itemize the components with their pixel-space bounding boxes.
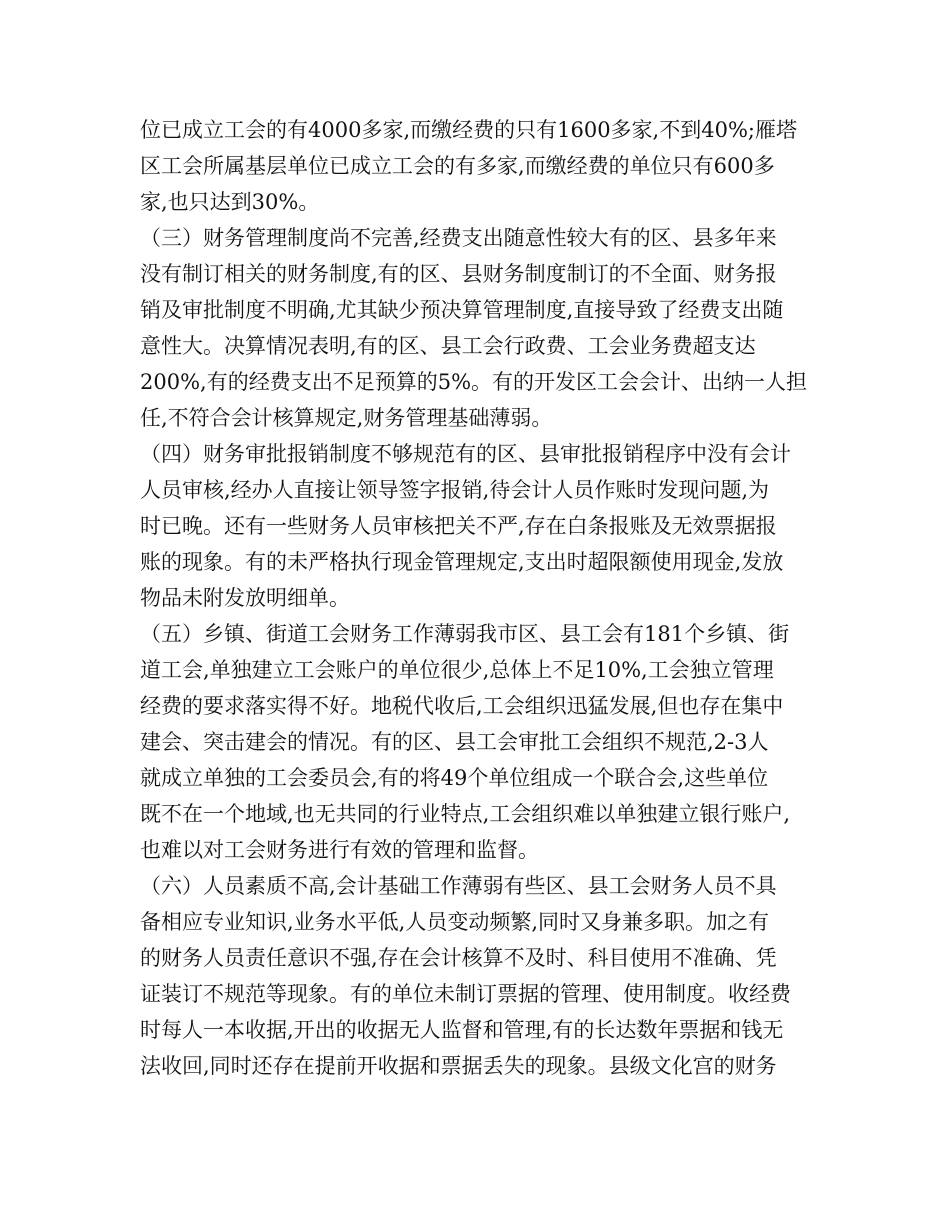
text-line: 道工会,单独建立工会账户的单位很少,总体上不足10%,工会独立管理: [140, 658, 774, 682]
text-line: 也难以对工会财务进行有效的管理和监督。: [140, 838, 539, 862]
text-line: 就成立单独的工会委员会,有的将49个单位组成一个联合会,这些单位: [140, 766, 769, 790]
text-line: 物品未附发放明细单。: [140, 586, 350, 610]
text-line: 位已成立工会的有4000多家,而缴经费的只有1600多家,不到40%;雁塔: [140, 118, 797, 142]
text-line: 证装订不规范等现象。有的单位未制订票据的管理、使用制度。收经费: [140, 982, 791, 1006]
text-line: 任,不符合会计核算规定,财务管理基础薄弱。: [140, 406, 553, 430]
text-line: 的财务人员责任意识不强,存在会计核算不及时、科目使用不准确、凭: [140, 946, 777, 970]
text-line: （三）财务管理制度尚不完善,经费支出随意性较大有的区、县多年来: [140, 226, 777, 250]
text-line: 法收回,同时还存在提前开收据和票据丢失的现象。县级文化宫的财务: [140, 1054, 777, 1078]
text-line: （六）人员素质不高,会计基础工作薄弱有些区、县工会财务人员不具: [140, 874, 777, 898]
text-line: 意性大。决算情况表明,有的区、县工会行政费、工会业务费超支达: [140, 334, 756, 358]
text-line: 既不在一个地域,也无共同的行业特点,工会组织难以单独建立银行账户,: [140, 802, 791, 826]
text-line: 备相应专业知识,业务水平低,人员变动频繁,同时又身兼多职。加之有: [140, 910, 770, 934]
text-line: 没有制订相关的财务制度,有的区、县财务制度制订的不全面、财务报: [140, 262, 777, 286]
text-line: 200%,有的经费支出不足预算的5%。有的开发区工会会计、出纳一人担: [140, 370, 808, 394]
text-line: 销及审批制度不明确,尤其缺少预决算管理制度,直接导致了经费支出随: [140, 298, 784, 322]
text-line: 家,也只达到30%。: [140, 190, 320, 214]
text-line: 建会、突击建会的情况。有的区、县工会审批工会组织不规范,2-3人: [140, 730, 769, 754]
text-line: 时每人一本收据,开出的收据无人监督和管理,有的长达数年票据和钱无: [140, 1018, 784, 1042]
document-body-text: [140, 112, 825, 1084]
text-line: 时已晚。还有一些财务人员审核把关不严,存在白条报账及无效票据报: [140, 514, 777, 538]
text-line: 账的现象。有的未严格执行现金管理规定,支出时超限额使用现金,发放: [140, 550, 784, 574]
text-line: （五）乡镇、街道工会财务工作薄弱我市区、县工会有181个乡镇、街: [140, 622, 790, 646]
text-line: 人员审核,经办人直接让领导签字报销,待会计人员作账时发现问题,为: [140, 478, 770, 502]
text-line: （四）财务审批报销制度不够规范有的区、县审批报销程序中没有会计: [140, 442, 791, 466]
text-line: 区工会所属基层单位已成立工会的有多家,而缴经费的单位只有600多: [140, 154, 775, 178]
text-line: 经费的要求落实得不好。地税代收后,工会组织迅猛发展,但也存在集中: [140, 694, 784, 718]
